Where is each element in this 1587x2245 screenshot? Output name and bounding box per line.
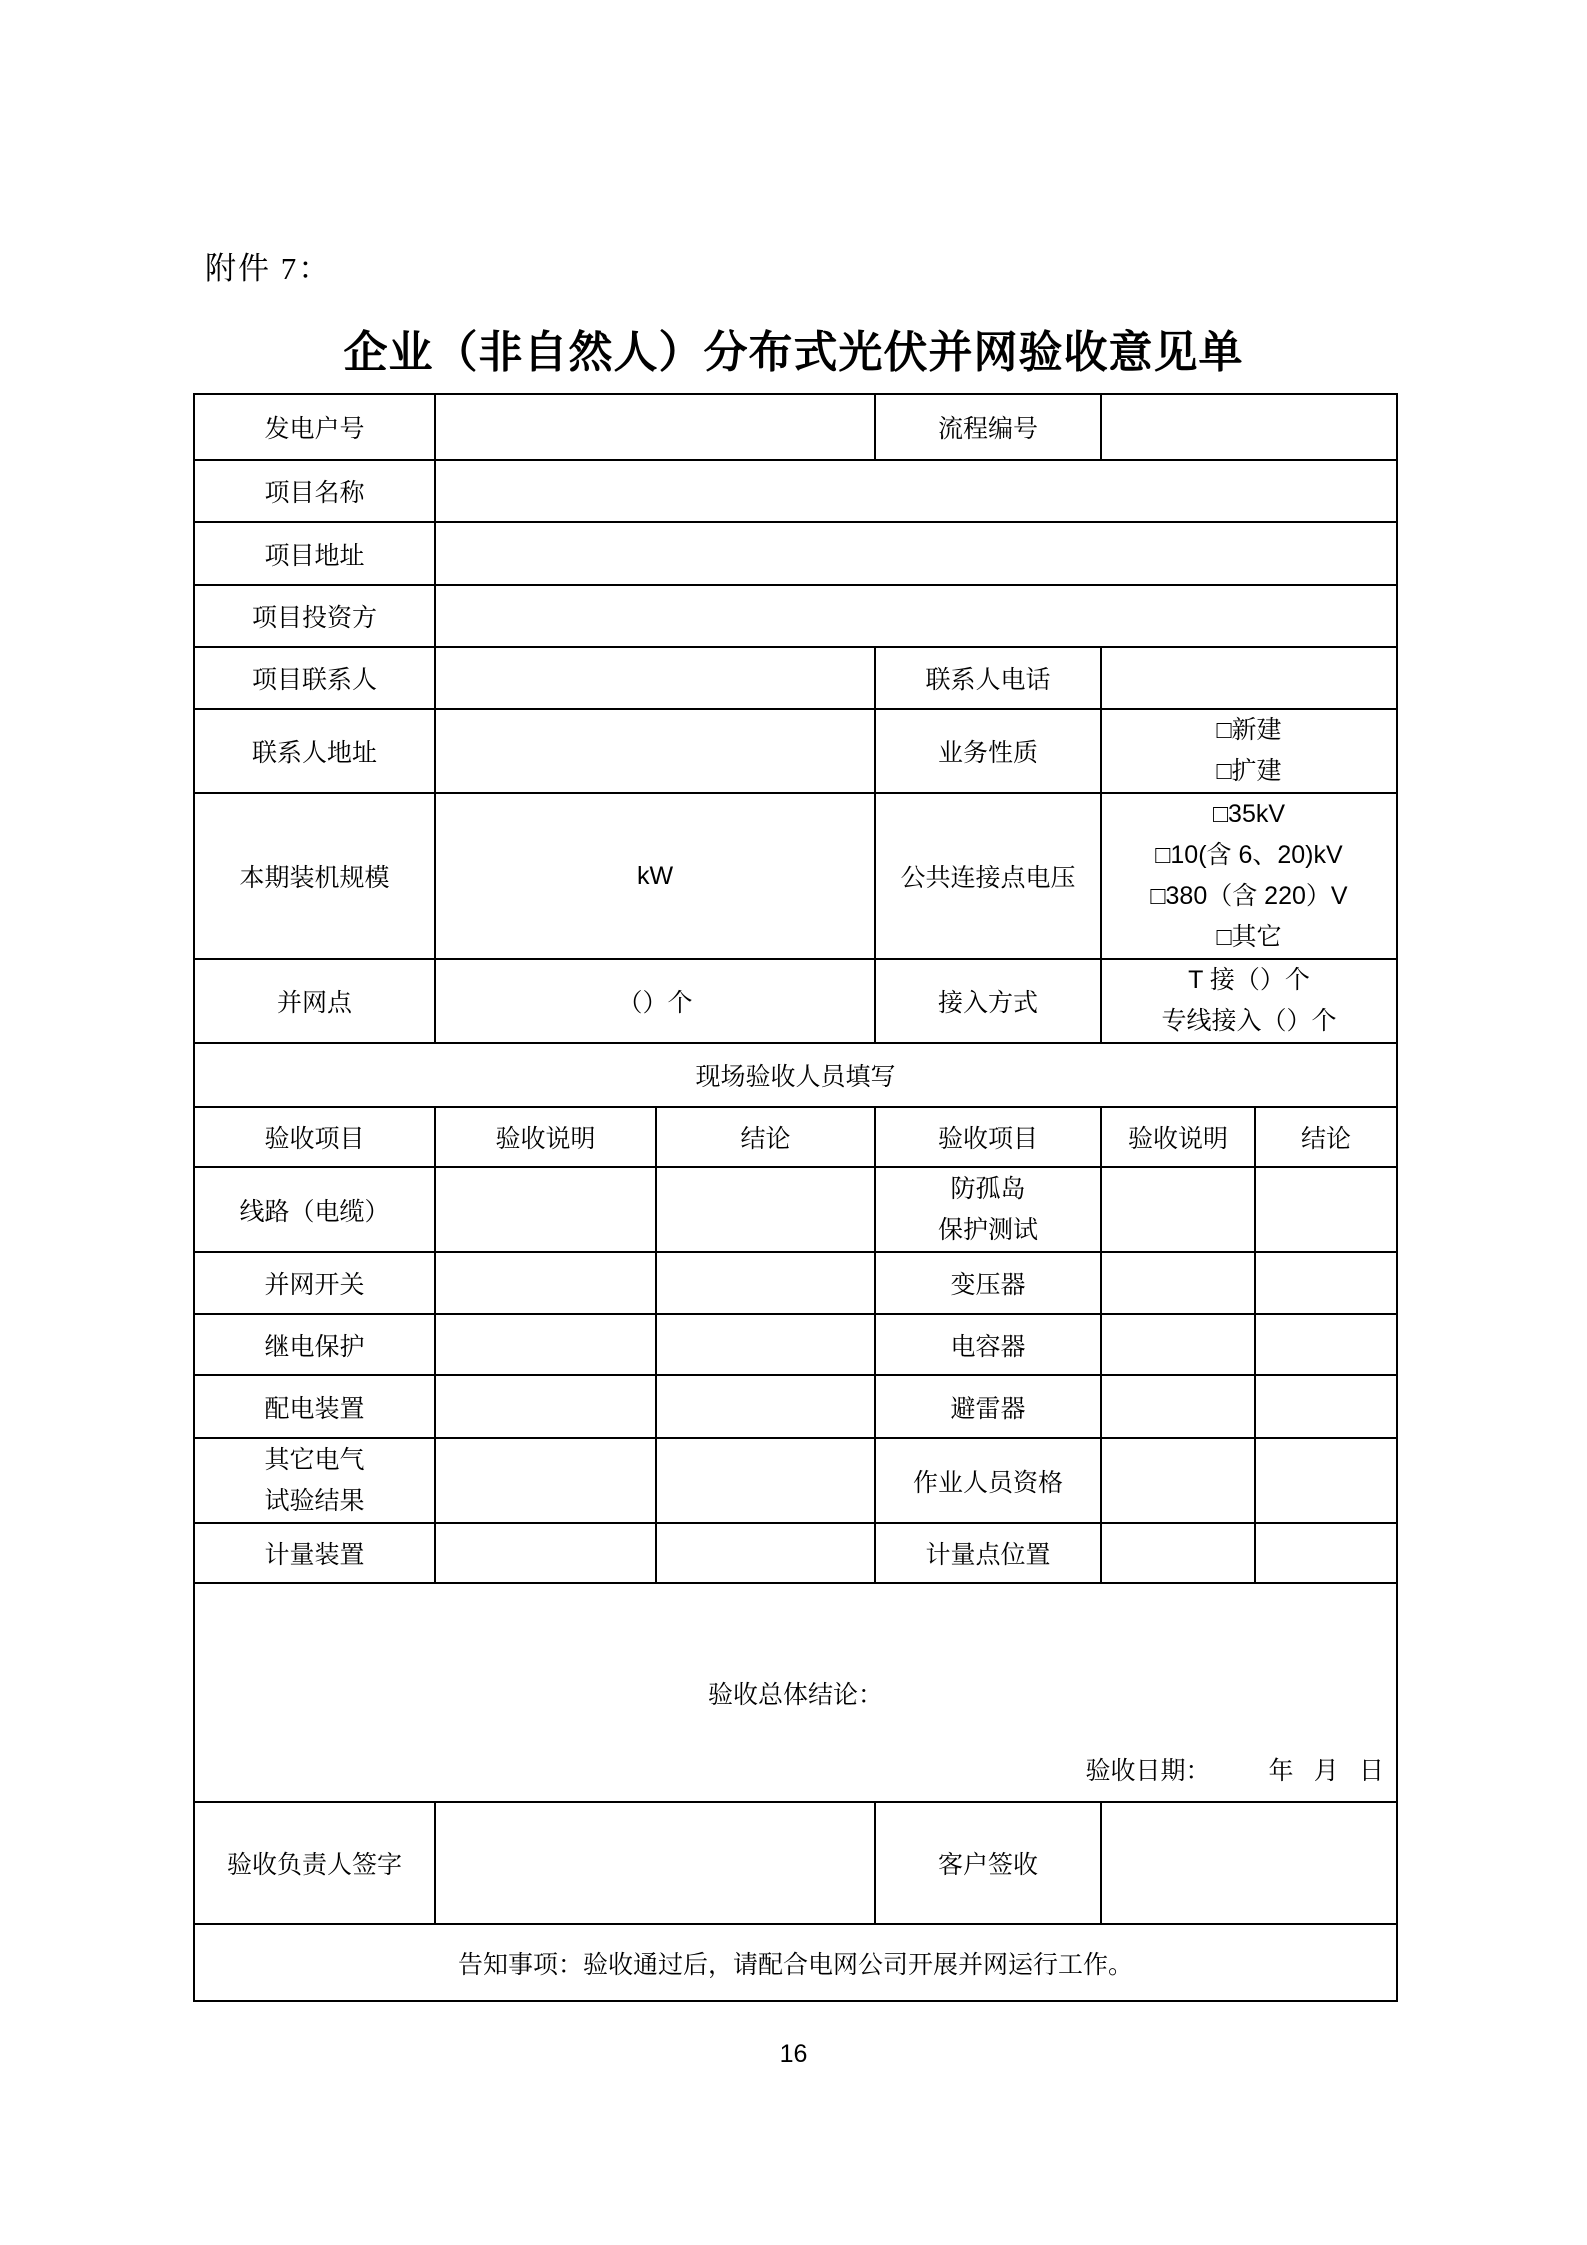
- acceptance-row-metering: [194, 1523, 1397, 1583]
- row-project-investor: [194, 585, 1397, 647]
- access-mode-options: [1101, 959, 1397, 1043]
- attachment-label: 附件 7：: [205, 251, 332, 286]
- acceptance-item-capacitor: 电容器: [875, 1314, 1101, 1375]
- acceptance-row-switch: [194, 1252, 1397, 1314]
- acceptance-result-relay-protection: [656, 1314, 875, 1375]
- acceptance-desc-other-electrical-test: [435, 1438, 656, 1523]
- row-notice: [194, 1924, 1397, 2001]
- field-value-customer-signature: [1101, 1802, 1397, 1924]
- acceptance-desc-metering-device: [435, 1523, 656, 1583]
- page-number: 16: [779, 2040, 808, 2068]
- acceptance-result-grid-switch: [656, 1252, 875, 1314]
- checkbox-option-380v: □380（含 220）V: [1150, 882, 1348, 910]
- column-header-result-left: 结论: [656, 1107, 875, 1167]
- column-header-desc-left: 验收说明: [435, 1107, 656, 1167]
- acceptance-section-header: 现场验收人员填写: [194, 1043, 1397, 1107]
- checkbox-option-10kv: □10(含 6、20)kV: [1155, 841, 1343, 869]
- field-label-business-nature: 业务性质: [875, 709, 1101, 793]
- connection-voltage-options: [1101, 793, 1397, 959]
- business-nature-options: [1101, 709, 1397, 793]
- access-mode-t-connection: T 接（）个: [1188, 966, 1310, 994]
- field-label-grid-points: 并网点: [194, 959, 435, 1043]
- field-label-signer: 验收负责人签字: [194, 1802, 435, 1924]
- column-header-item-left: 验收项目: [194, 1107, 435, 1167]
- field-label-project-contact: 项目联系人: [194, 647, 435, 709]
- row-contact-address: [194, 709, 1397, 793]
- acceptance-result-arrester: [1255, 1375, 1397, 1438]
- field-value-project-address: [435, 522, 1397, 585]
- field-label-connection-voltage: 公共连接点电压: [875, 793, 1101, 959]
- access-mode-dedicated-line: 专线接入（）个: [1161, 1007, 1337, 1035]
- acceptance-item-transformer: 变压器: [875, 1252, 1101, 1314]
- field-label-contact-address: 联系人地址: [194, 709, 435, 793]
- acceptance-item-metering-point: 计量点位置: [875, 1523, 1101, 1583]
- field-value-contact-address: [435, 709, 875, 793]
- field-value-process-number: [1101, 394, 1397, 460]
- acceptance-desc-relay-protection: [435, 1314, 656, 1375]
- overall-conclusion-cell: [194, 1583, 1397, 1802]
- row-signatures: [194, 1802, 1397, 1924]
- acceptance-row-relay: [194, 1314, 1397, 1375]
- field-value-contact-phone: [1101, 647, 1397, 709]
- acceptance-item-other-electrical-test: 其它电气 试验结果: [194, 1438, 435, 1523]
- acceptance-desc-metering-point: [1101, 1523, 1255, 1583]
- acceptance-desc-cable: [435, 1167, 656, 1252]
- row-section-header: [194, 1043, 1397, 1107]
- field-value-project-contact: [435, 647, 875, 709]
- acceptance-date-line: [1085, 1751, 1384, 1787]
- column-header-desc-right: 验收说明: [1101, 1107, 1255, 1167]
- field-label-project-address: 项目地址: [194, 522, 435, 585]
- field-label-installed-capacity: 本期装机规模: [194, 793, 435, 959]
- acceptance-desc-personnel-qualification: [1101, 1438, 1255, 1523]
- column-header-result-right: 结论: [1255, 1107, 1397, 1167]
- acceptance-item-relay-protection: 继电保护: [194, 1314, 435, 1375]
- checkbox-option-new-build: □新建: [1216, 716, 1282, 744]
- acceptance-item-anti-islanding: 防孤岛 保护测试: [875, 1167, 1101, 1252]
- acceptance-item-personnel-qualification: 作业人员资格: [875, 1438, 1101, 1523]
- acceptance-item-cable: 线路（电缆）: [194, 1167, 435, 1252]
- acceptance-result-cable: [656, 1167, 875, 1252]
- acceptance-date-placeholder: 年 月 日: [1268, 1758, 1384, 1785]
- checkbox-option-35kv: □35kV: [1212, 800, 1286, 828]
- row-column-headers: [194, 1107, 1397, 1167]
- acceptance-item-arrester: 避雷器: [875, 1375, 1101, 1438]
- acceptance-desc-anti-islanding: [1101, 1167, 1255, 1252]
- field-value-grid-points: （）个: [435, 959, 875, 1043]
- acceptance-desc-transformer: [1101, 1252, 1255, 1314]
- row-account: [194, 394, 1397, 460]
- acceptance-row-cable: [194, 1167, 1397, 1252]
- acceptance-desc-grid-switch: [435, 1252, 656, 1314]
- acceptance-row-distribution: [194, 1375, 1397, 1438]
- column-header-item-right: 验收项目: [875, 1107, 1101, 1167]
- field-value-generation-account: [435, 394, 875, 460]
- field-label-project-name: 项目名称: [194, 460, 435, 522]
- acceptance-item-metering-device: 计量装置: [194, 1523, 435, 1583]
- overall-conclusion-label: 验收总体结论：: [707, 1681, 883, 1709]
- field-label-generation-account: 发电户号: [194, 394, 435, 460]
- field-value-project-name: [435, 460, 1397, 522]
- row-project-address: [194, 522, 1397, 585]
- acceptance-item-distribution-device: 配电装置: [194, 1375, 435, 1438]
- field-value-installed-capacity: kW: [435, 793, 875, 959]
- acceptance-desc-capacitor: [1101, 1314, 1255, 1375]
- acceptance-row-electrical-test: [194, 1438, 1397, 1523]
- row-grid-points: [194, 959, 1397, 1043]
- notice-text: 告知事项：验收通过后，请配合电网公司开展并网运行工作。: [194, 1924, 1397, 2001]
- acceptance-result-anti-islanding: [1255, 1167, 1397, 1252]
- field-label-project-investor: 项目投资方: [194, 585, 435, 647]
- acceptance-item-grid-switch: 并网开关: [194, 1252, 435, 1314]
- row-overall-conclusion: [194, 1583, 1397, 1802]
- acceptance-result-other-electrical-test: [656, 1438, 875, 1523]
- field-value-project-investor: [435, 585, 1397, 647]
- row-project-name: [194, 460, 1397, 522]
- row-installed-capacity: [194, 793, 1397, 959]
- form-table: [193, 393, 1398, 2002]
- checkbox-option-other: □其它: [1216, 923, 1282, 951]
- acceptance-result-personnel-qualification: [1255, 1438, 1397, 1523]
- field-label-contact-phone: 联系人电话: [875, 647, 1101, 709]
- acceptance-result-transformer: [1255, 1252, 1397, 1314]
- acceptance-desc-distribution-device: [435, 1375, 656, 1438]
- row-contact: [194, 647, 1397, 709]
- acceptance-desc-arrester: [1101, 1375, 1255, 1438]
- acceptance-result-distribution-device: [656, 1375, 875, 1438]
- acceptance-result-metering-device: [656, 1523, 875, 1583]
- page-title: 企业（非自然人）分布式光伏并网验收意见单: [343, 328, 1244, 377]
- field-label-access-mode: 接入方式: [875, 959, 1101, 1043]
- field-value-signer-signature: [435, 1802, 875, 1924]
- acceptance-result-capacitor: [1255, 1314, 1397, 1375]
- acceptance-date-label: 验收日期：: [1085, 1758, 1211, 1785]
- checkbox-option-expansion: □扩建: [1216, 757, 1282, 785]
- acceptance-result-metering-point: [1255, 1523, 1397, 1583]
- field-label-customer-sign: 客户签收: [875, 1802, 1101, 1924]
- field-label-process-number: 流程编号: [875, 394, 1101, 460]
